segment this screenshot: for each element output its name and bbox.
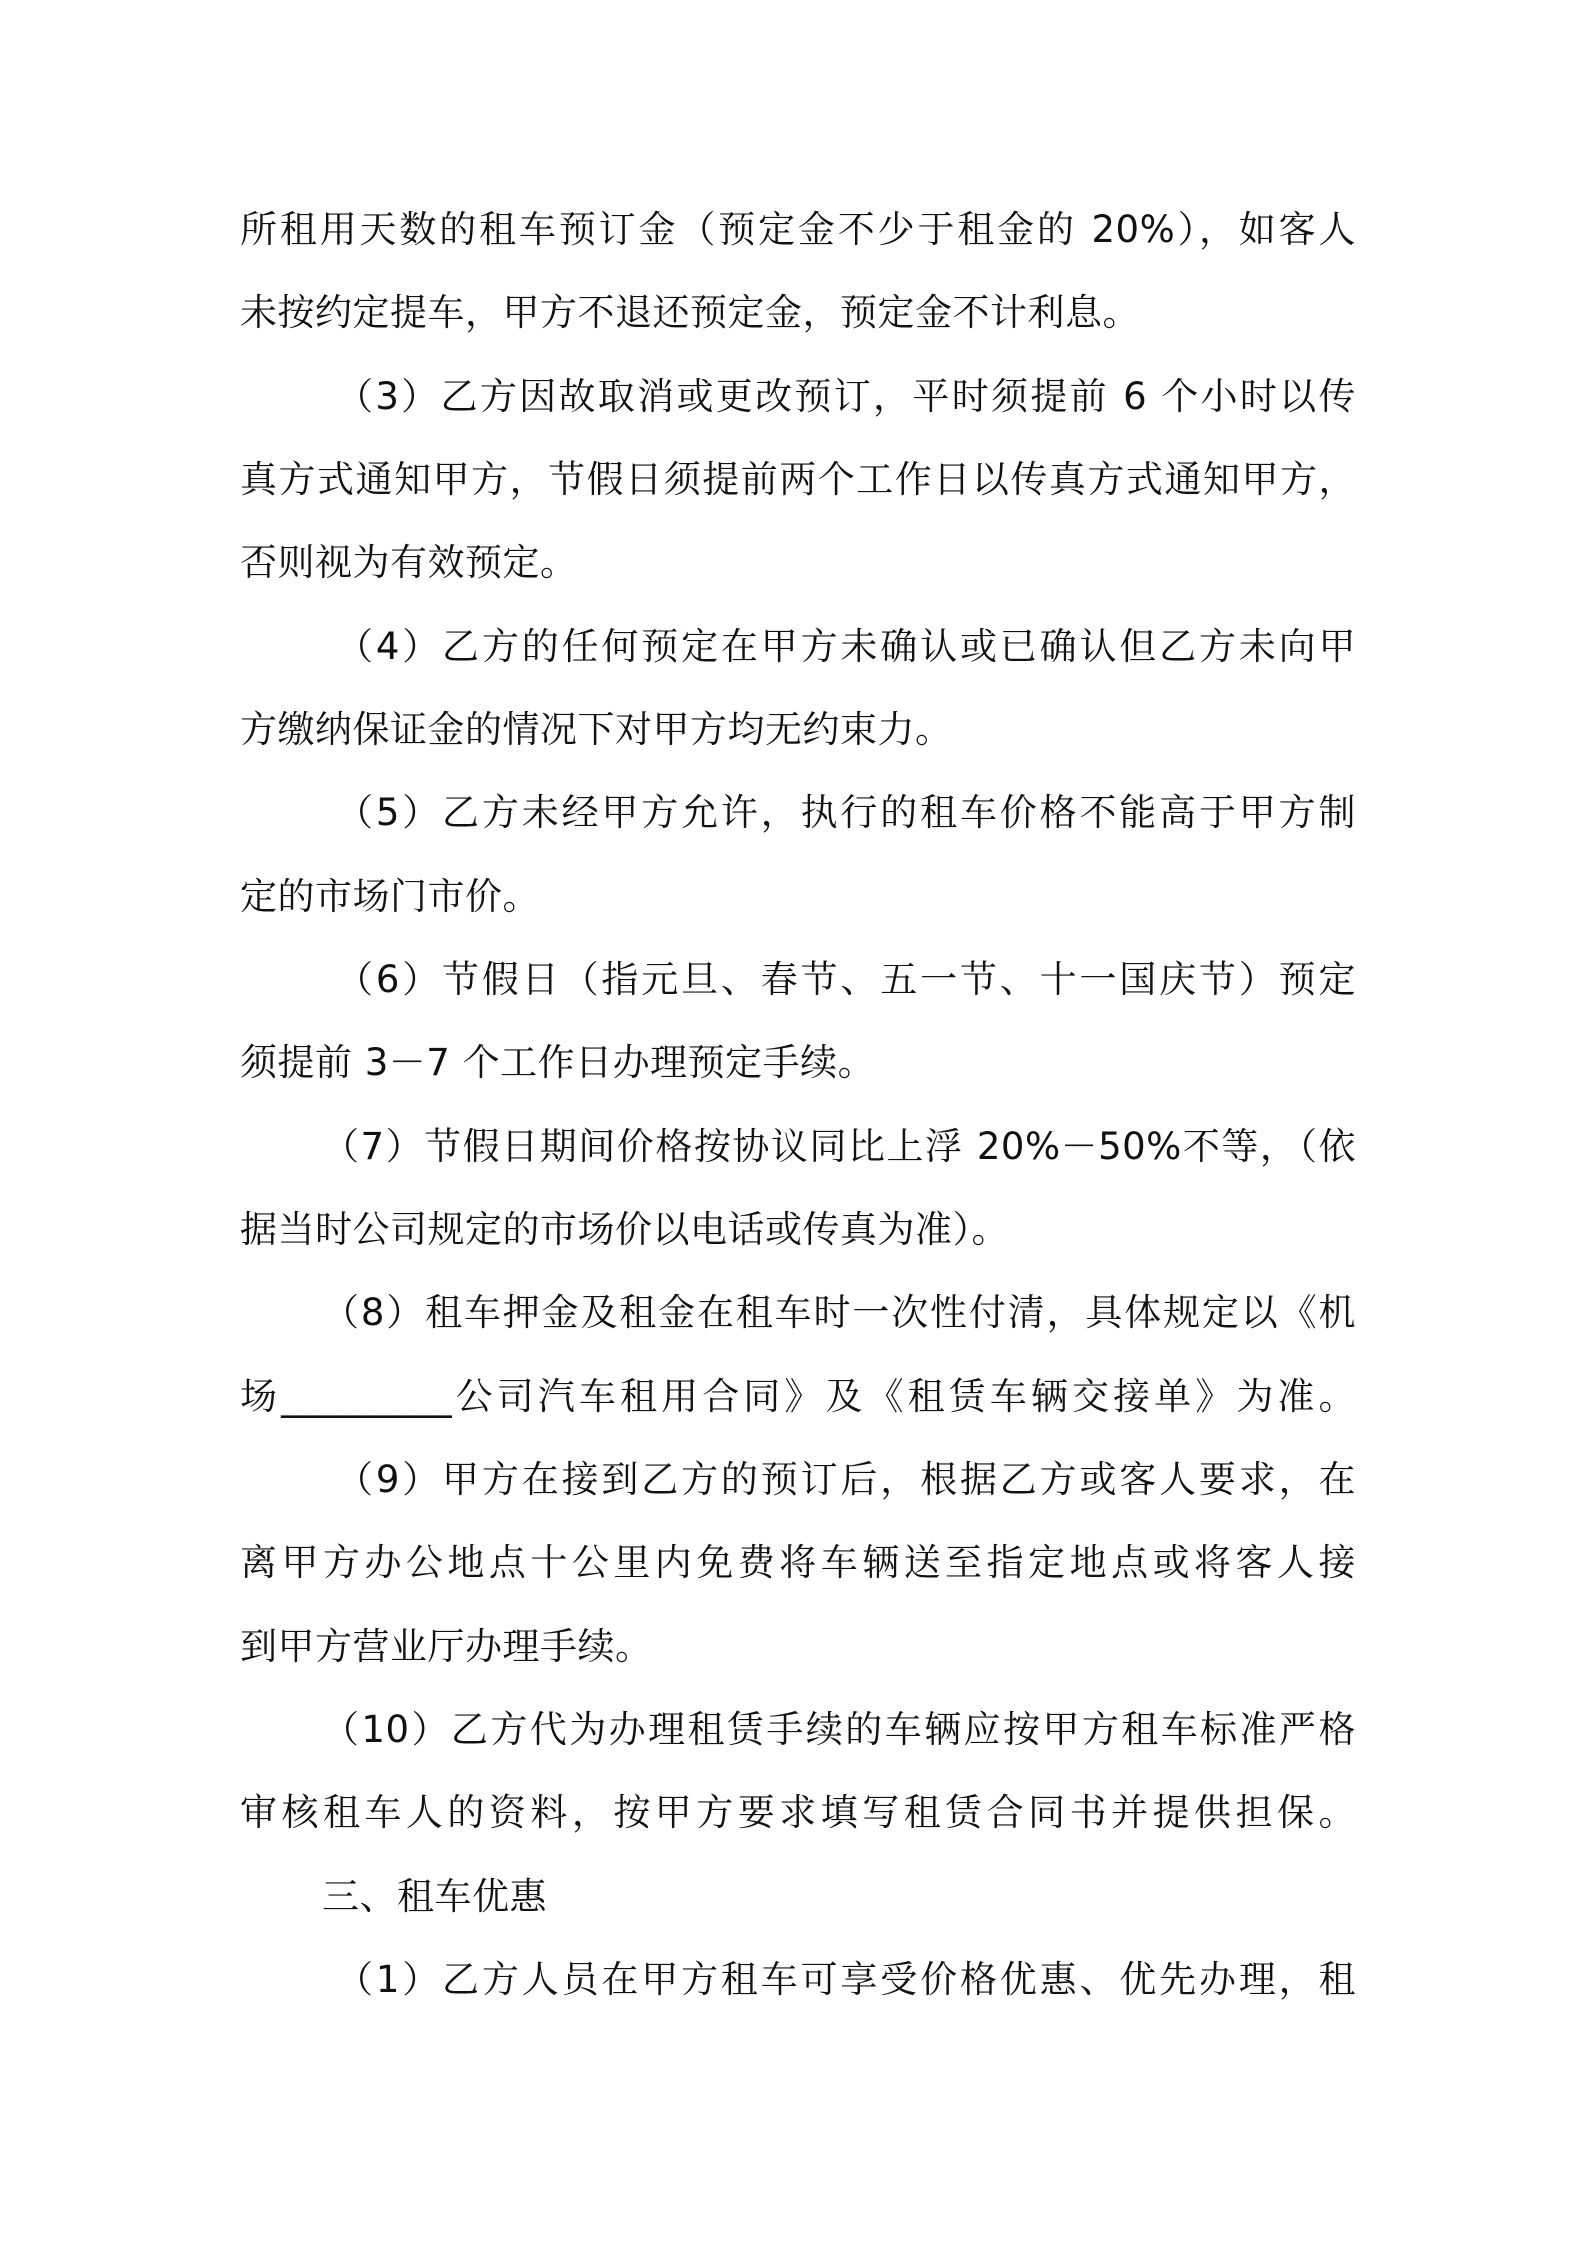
section-heading: 三、租车优惠: [322, 1875, 547, 1918]
paragraph-line: 场_________公司汽车租用合同》及《租赁车辆交接单》为准。: [240, 1375, 1356, 1418]
paragraph-line: （7）节假日期间价格按协议同比上浮 20%－50%不等，（依: [322, 1125, 1356, 1168]
paragraph-line: 否则视为有效预定。: [240, 541, 578, 584]
paragraph-line: 未按约定提车，甲方不退还预定金，预定金不计利息。: [240, 291, 1140, 334]
paragraph-line: （10）乙方代为办理租赁手续的车辆应按甲方租车标准严格: [322, 1708, 1356, 1751]
paragraph-line: 到甲方营业厅办理手续。: [240, 1625, 653, 1668]
paragraph-line: （9）甲方在接到乙方的预订后，根据乙方或客人要求，在: [336, 1458, 1356, 1501]
paragraph-line: 定的市场门市价。: [240, 875, 540, 918]
paragraph-line: （4）乙方的任何预定在甲方未确认或已确认但乙方未向甲: [336, 625, 1356, 668]
paragraph-line: 离甲方办公地点十公里内免费将车辆送至指定地点或将客人接: [240, 1541, 1356, 1584]
paragraph-line: 所租用天数的租车预订金（预定金不少于租金的 20%），如客人: [240, 208, 1356, 251]
paragraph-line: （5）乙方未经甲方允许，执行的租车价格不能高于甲方制: [336, 791, 1356, 834]
paragraph-line: 据当时公司规定的市场价以电话或传真为准）。: [240, 1208, 1009, 1251]
paragraph-line: （3）乙方因故取消或更改预订，平时须提前 6 个小时以传: [336, 375, 1356, 418]
paragraph-line: 须提前 3－7 个工作日办理预定手续。: [240, 1041, 876, 1084]
paragraph-line: （8）租车押金及租金在租车时一次性付清，具体规定以《机: [322, 1291, 1356, 1334]
paragraph-line: 方缴纳保证金的情况下对甲方均无约束力。: [240, 708, 953, 751]
paragraph-line: 审核租车人的资料，按甲方要求填写租赁合同书并提供担保。: [240, 1791, 1356, 1834]
paragraph-line: （1）乙方人员在甲方租车可享受价格优惠、优先办理，租: [336, 1958, 1356, 2001]
paragraph-line: 真方式通知甲方，节假日须提前两个工作日以传真方式通知甲方，: [240, 458, 1356, 501]
paragraph-line: （6）节假日（指元旦、春节、五一节、十一国庆节）预定: [336, 958, 1356, 1001]
